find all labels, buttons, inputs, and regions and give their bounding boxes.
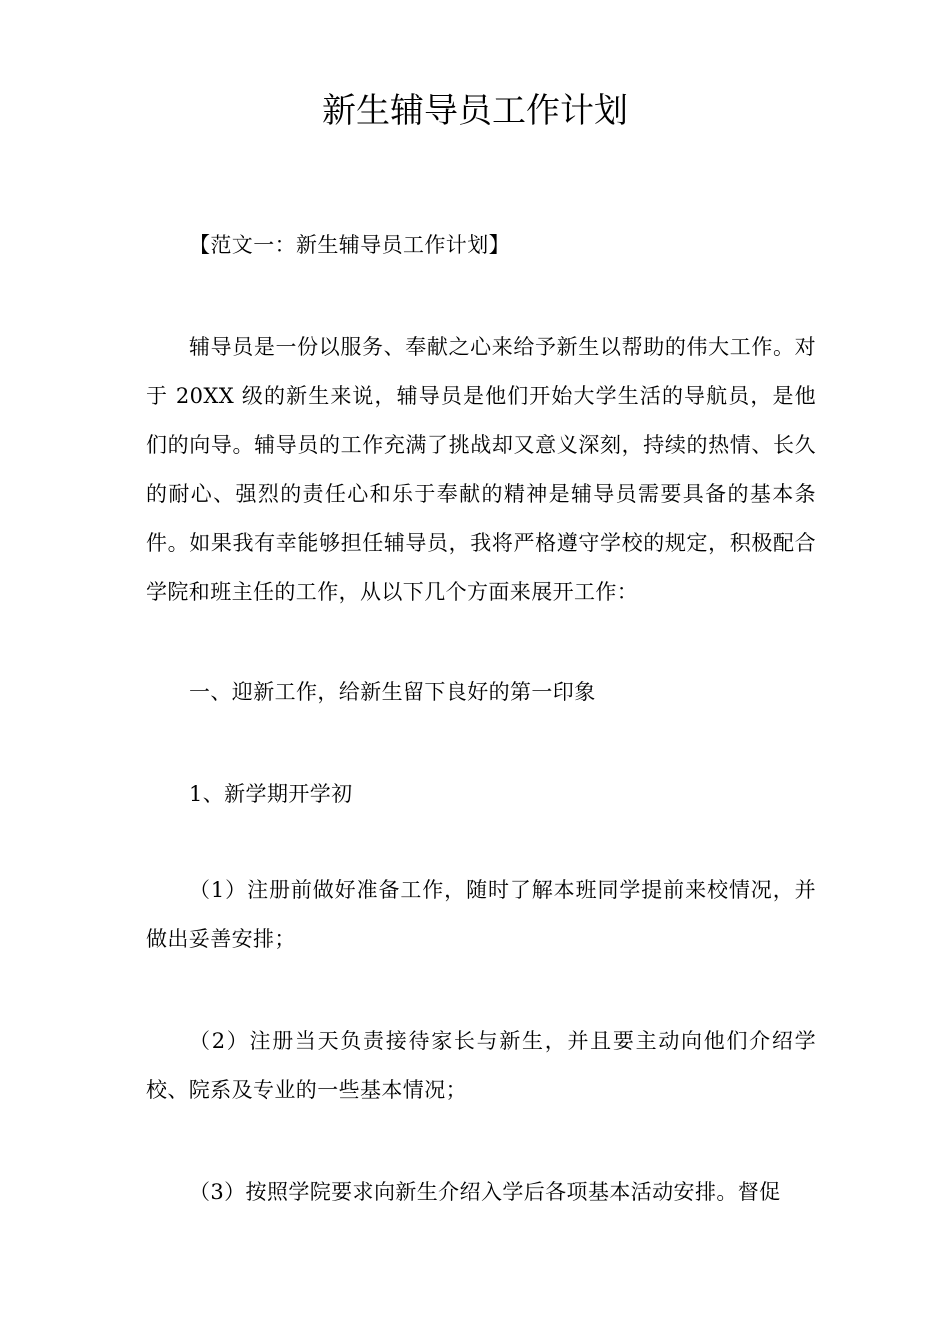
document-title: 新生辅导员工作计划 — [322, 91, 628, 131]
section-heading-1: 一、迎新工作，给新生留下良好的第一印象 — [189, 680, 596, 704]
list-item-3: （3）按照学院要求向新生介绍入学后各项基本活动安排。督促 — [189, 1180, 781, 1204]
subsection-heading-1: 1、新学期开学初 — [189, 782, 353, 806]
sample-heading: 【范文一：新生辅导员工作计划】 — [189, 233, 510, 257]
list-item-1: （1）注册前做好准备工作，随时了解本班同学提前来校情况，并做出妥善安排； — [146, 878, 816, 951]
list-item-2: （2）注册当天负责接待家长与新生，并且要主动向他们介绍学校、院系及专业的一些基本情况； — [146, 1029, 816, 1102]
intro-paragraph: 辅导员是一份以服务、奉献之心来给予新生以帮助的伟大工作。对于 20XX 级的新生来说，辅导员是他们开始大学生活的导航员，是他们的向导。辅导员的工作充满了挑战却又意义深刻，持续的热情、长久的耐心、强烈的责任心和乐于奉献的精神是辅导员需要具备的基本条件。如果我有幸能够担任辅导员，我将严格遵守学校的规定，积极配合学院和班主任的工作，从以下几个方面来展开工作： — [146, 335, 816, 604]
